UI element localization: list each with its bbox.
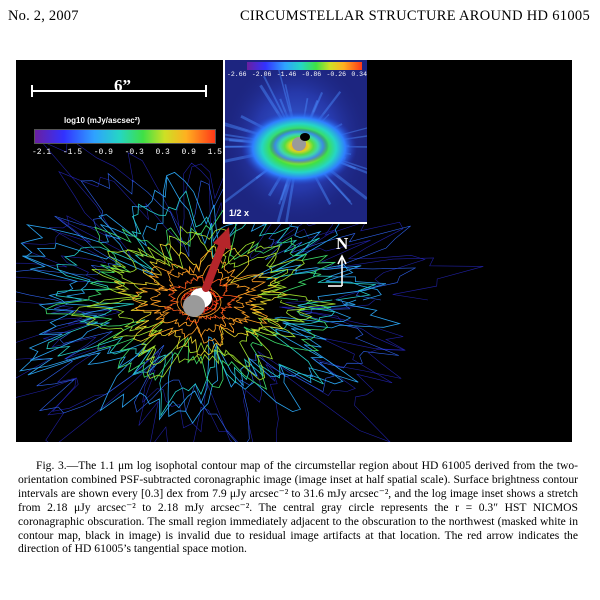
inset-colorbar-tick-2: -1.46 [276,71,297,78]
colorbar-tick-4: 0.3 [155,148,170,157]
scale-bar-label: 6” [114,76,131,95]
inset-colorbar-tick-5: 0.34 [351,71,367,78]
colorbar-tick-1: -1.5 [62,148,83,157]
inset-colorbar-ticks [227,71,367,78]
colorbar-tick-2: -0.9 [93,148,113,157]
space-motion-arrow [206,227,231,288]
running-head-title: CIRCUMSTELLAR STRUCTURE AROUND HD 61005 [239,8,590,24]
inset-colorbar-tick-4: -0.26 [326,71,347,78]
figure-contour-map [16,60,572,442]
colorbar-title: log10 (mJy/ascsec²) [64,116,141,125]
figure-caption [18,459,578,556]
inset-colorbar-tick-1: -2.06 [251,71,272,78]
colorbar [34,129,216,144]
caption-text: Fig. 3.—The 1.1 μm log isophotal contour map of the circumstellar region about HD 61005 derived from the two-orientation combined PSF-subtracted coronagraphic image (image inset at half spatial scale). Surface brightness contour intervals are shown every [0.3] dex from 7.9 μJy arcsec⁻² to 31.6 mJy arcsec⁻², and the log image inset shows a stretch from 2.18 μJy arcsec⁻² to 2.18 mJy arcsec⁻². The central gray circle represents the r = 0.3″ HST NICMOS coronagraphic obscuration. The small region immediately adjacent to the obscuration to the northwest (masked white in contour map, black in image) is invalid due to residual image artifacts at that location. The red arrow indicates the direction of HD 61005’s tangential space motion. [18,459,578,556]
image-inset [223,60,367,224]
inset-colorbar [247,62,362,70]
colorbar-ticks [32,148,222,157]
inset-colorbar-tick-0: -2.66 [227,71,247,78]
colorbar-tick-6: 1.5 [207,148,222,157]
colorbar-tick-5: 0.9 [181,148,196,157]
north-label: N [336,234,349,253]
inset-colorbar-tick-3: -0.86 [301,71,322,78]
running-head-issue: No. 2, 2007 [8,8,79,24]
colorbar-tick-0: -2.1 [32,148,52,157]
colorbar-tick-3: -0.3 [124,148,144,157]
inset-image-graphic [225,60,367,222]
inset-scale-label: 1/2 x [229,208,250,218]
coronagraphic-obscuration [183,295,205,317]
